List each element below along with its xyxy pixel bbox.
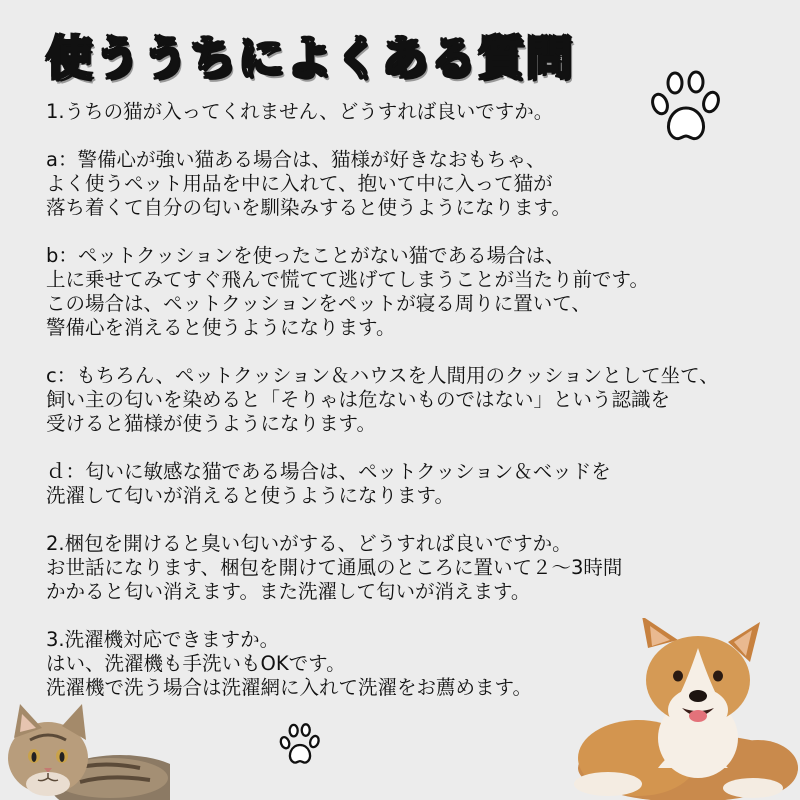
corgi-dog-photo xyxy=(538,618,800,800)
answer-b-line: 警備心を消えると使うようになります。 xyxy=(46,316,396,339)
question-1: 1.うちの猫が入ってくれません、どうすれば良いですか。 xyxy=(46,100,554,123)
answer-a-line: 落ち着くて自分の匂いを馴染みすると使うようになります。 xyxy=(46,196,571,219)
answer-b-line: この場合は、ペットクッションをペットが寝る周りに置いて、 xyxy=(46,292,591,315)
question-3: 3.洗濯機対応できますか。 xyxy=(46,628,280,651)
answer-c-line: c：もちろん、ペットクッション＆ハウスを人間用のクッションとして坐て、 xyxy=(46,364,719,387)
faq-section xyxy=(46,100,786,700)
answer-2-line: かかると匂い消えます。また洗濯して匂いが消えます。 xyxy=(46,580,531,603)
answer-c-line: 受けると猫様が使うようになります。 xyxy=(46,412,376,435)
tabby-cat-photo xyxy=(0,700,170,800)
answer-b-line: 上に乗せてみてすぐ飛んで慌てて逃げてしまうことが当たり前です。 xyxy=(46,268,649,291)
answer-3-line: はい、洗濯機も手洗いもOKです。 xyxy=(46,652,346,675)
answer-2-line: お世話になります、梱包を開けて通風のところに置いて２～3時間 xyxy=(46,556,623,579)
answer-a-line: よく使うペット用品を中に入れて、抱いて中に入って猫が xyxy=(46,172,553,195)
answer-a-line: a：警備心が強い猫ある場合は、猫様が好きなおもちゃ、 xyxy=(46,148,546,171)
page-title: 使ううちによくある質問 xyxy=(46,31,574,85)
question-2: 2.梱包を開けると臭い匂いがする、どうすれば良いですか。 xyxy=(46,532,572,555)
paw-print-icon xyxy=(278,722,322,768)
answer-d-line: ｄ：匂いに敏感な猫である場合は、ペットクッション＆ベッドを xyxy=(46,460,611,483)
answer-d-line: 洗濯して匂いが消えると使うようになります。 xyxy=(46,484,454,507)
answer-3-line: 洗濯機で洗う場合は洗濯網に入れて洗濯をお薦めます。 xyxy=(46,676,532,699)
answer-b-line: b：ペットクッションを使ったことがない猫である場合は、 xyxy=(46,244,565,267)
answer-c-line: 飼い主の匂いを染めると「そりゃは危ないものではない」という認識を xyxy=(46,388,671,411)
